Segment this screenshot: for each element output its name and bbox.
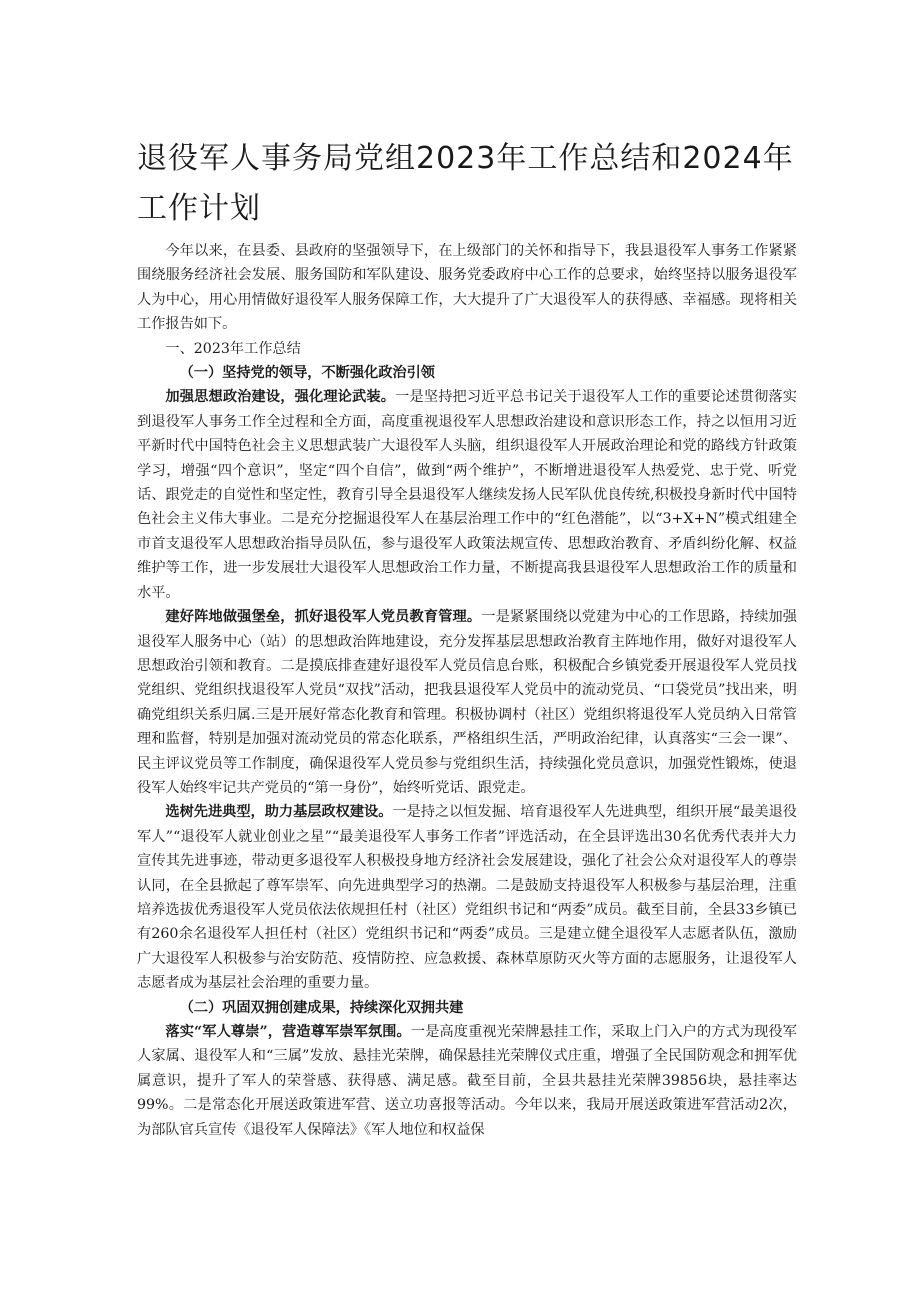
document-title: 退役军人事务局党组2023年工作总结和2024年工作计划 <box>137 141 794 226</box>
subsection-heading-1: （一）坚持党的领导，不断强化政治引领 <box>179 365 435 382</box>
intro-paragraph: 今年以来，在县委、县政府的坚强领导下，在上级部门的关怀和指导下，我县退役军人事务工作紧紧围绕服务经济社会发展、服务国防和军队建设、服务党委政府中心工作的总要求，始终坚持以服务退役军人为中心，用心用情做好退役军人服务保障工作，大大提升了广大退役军人的获得感、幸福感。现将相关工作报告如下。 <box>137 243 797 333</box>
document-body <box>137 239 797 1142</box>
paragraph-advanced-models <box>137 800 797 995</box>
paragraph-political-building <box>137 385 797 605</box>
paragraph-text: 一是紧紧围绕以党建为中心的工作思路，持续加强退役军人服务中心（站）的思想政治阵地建设，充分发挥基层思想政治教育主阵地作用，做好对退役军人思想政治引领和教育。二是摸底排查建好退役军人党员信息台账，积极配合乡镇党委开展退役军人党员找党组织、党组织找退役军人党员“双找”活动，把我县退役军人党员中的流动党员、“口袋党员”找出来，明确党组织关系归属.三是开展好常态化教育和管理。积极协调村（社区）党组织将退役军人党员纳入日常管理和监督，特别是加强对流动党员的常态化联系，严格组织生活，严明政治纪律，认真落实“三会一课”、民主评议党员等工作制度，确保退役军人党员参与党组织生活，持续强化党员意识，加强党性锻炼，使退役军人始终牢记共产党员的“第一身份”，始终听党话、跟党走。 <box>137 609 797 796</box>
subsection-heading-2: （二）巩固双拥创建成果，持续深化双拥共建 <box>179 999 464 1016</box>
paragraph-party-member-education <box>137 605 797 800</box>
paragraph-lead: 选树先进典型，助力基层政权建设。 <box>165 804 393 821</box>
paragraph-text: 一是持之以恒发掘、培育退役军人先进典型，组织开展“最美退役军人”“退役军人就业创业之星”“最美退役军人事务工作者”评选活动，在全县评选出30名优秀代表并大力宣传其先进事迹，带动更多退役军人积极投身地方经济社会发展建设，强化了社会公众对退役军人的尊崇认同，在全县掀起了尊军崇军、向先进典型学习的热潮。二是鼓励支持退役军人积极参与基层治理，注重培养选拔优秀退役军人党员依法依规担任村（社区）党组织书记和“两委”成员。截至目前，全县33乡镇已有260余名退役军人担任村（社区）党组织书记和“两委”成员。三是建立健全退役军人志愿者队伍，激励广大退役军人积极参与治安防范、疫情防控、应急救援、森林草原防灭火等方面的志愿服务，让退役军人志愿者成为基层社会治理的重要力量。 <box>137 804 797 992</box>
paragraph-lead: 加强思想政治建设，强化理论武装。 <box>165 389 396 406</box>
section-heading-summary: 一、2023年工作总结 <box>165 340 301 357</box>
paragraph-lead: 落实“军人尊崇”，营造尊军崇军氛围。 <box>165 1024 411 1040</box>
paragraph-text: 一是坚持把习近平总书记关于退役军人工作的重要论述贯彻落实到退役军人事务工作全过程和全方面，高度重视退役军人思想政治建设和意识形态工作，持之以恒用习近平新时代中国特色社会主义思想武装广大退役军人头脑，组织退役军人开展政治理论和党的路线方针政策学习，增强“四个意识”，坚定“四个自信”，做到“两个维护”，不断增进退役军人热爱党、忠于党、听党话、跟党走的自觉性和坚定性，教育引导全县退役军人继续发扬人民军队优良传统,积极投身新时代中国特色社会主义伟大事业。二是充分挖掘退役军人在基层治理工作中的“红色潜能”，以“3+X+N”模式组建全市首支退役军人思想政治指导员队伍，参与退役军人政策法规宣传、思想政治教育、矛盾纠纷化解、权益维护等工作，进一步发展壮大退役军人思想政治工作力量，不断提高我县退役军人思想政治工作的质量和水平。 <box>137 389 797 601</box>
paragraph-text: 一是高度重视光荣牌悬挂工作，采取上门入户的方式为现役军人家属、退役军人和“三属”发放、悬挂光荣牌，确保悬挂光荣牌仪式庄重，增强了全民国防观念和拥军优属意识，提升了军人的荣誉感、获得感、满足感。截至目前，全县共悬挂光荣牌39856块，悬挂率达99%。二是常态化开展送政策进军营、送立功喜报等活动。今年以来，我局开展送政策进军营活动2次，为部队官兵宣传《退役军人保障法》《军人地位和权益保 <box>137 1024 797 1138</box>
paragraph-military-honor <box>137 1020 797 1142</box>
paragraph-lead: 建好阵地做强堡垒，抓好退役军人党员教育管理。 <box>165 609 482 626</box>
